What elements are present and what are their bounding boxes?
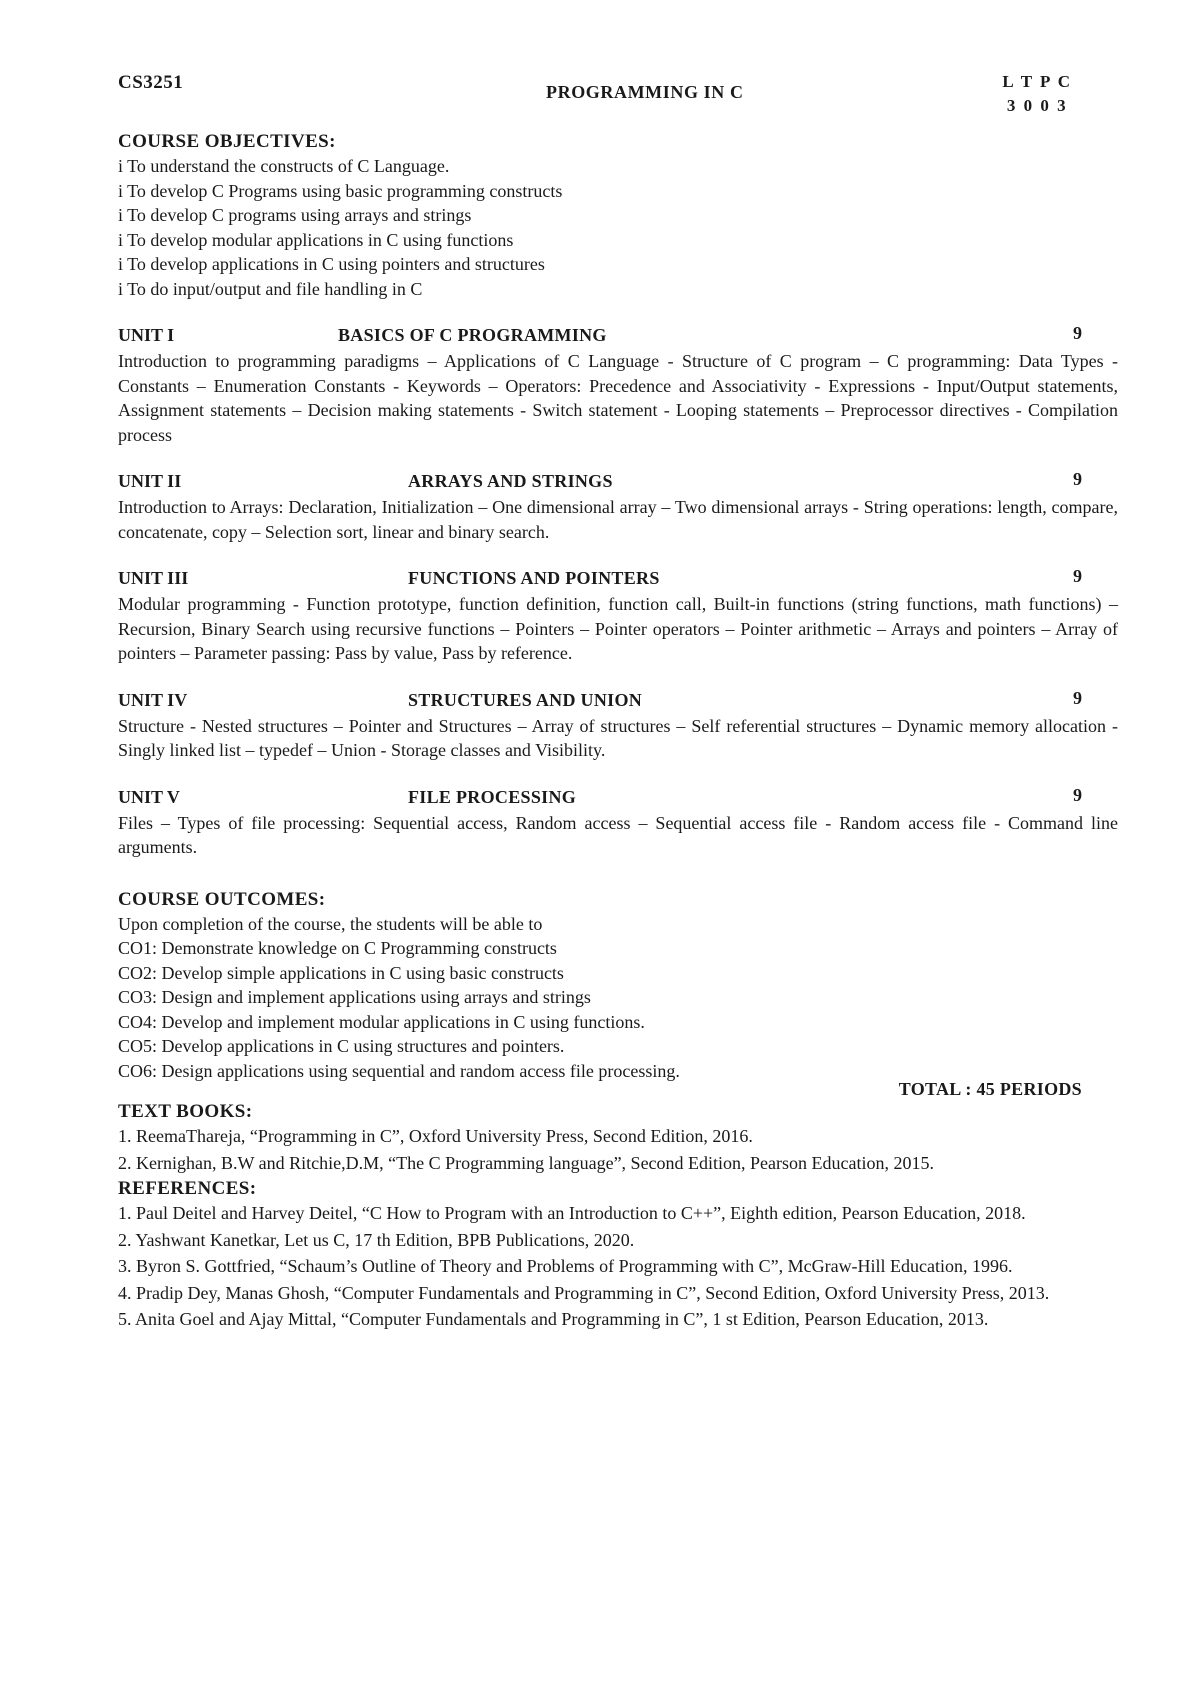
objective-item: i To develop applications in C using pointers and structures	[118, 254, 545, 274]
course-outcomes	[118, 888, 1118, 1101]
reference-item: 4. Pradip Dey, Manas Ghosh, “Computer Fundamentals and Programming in C”, Second Edition, Oxford University Press, 2013.	[118, 1282, 1050, 1303]
outcome-item: CO1: Demonstrate knowledge on C Programming constructs	[118, 938, 557, 958]
unit-4	[118, 688, 1118, 763]
references	[118, 1177, 1118, 1332]
unit-header	[118, 688, 1118, 714]
syllabus-page	[118, 66, 1118, 1334]
reference-item: 3. Byron S. Gottfried, “Schaum’s Outline of Theory and Problems of Programming with C”, McGraw-Hill Education, 1996.	[118, 1256, 1013, 1276]
ltpc-label: L T P C	[1002, 72, 1072, 91]
ltpc-values: 3 0 0 3	[1006, 96, 1068, 115]
objective-item: i To develop modular applications in C using functions	[118, 229, 514, 250]
unit-hours: 9	[1073, 469, 1082, 489]
reference-item: 2. Yashwant Kanetkar, Let us C, 17 th Edition, BPB Publications, 2020.	[118, 1229, 635, 1250]
unit-label: UNIT I	[118, 325, 175, 345]
references-heading: REFERENCES:	[118, 1178, 257, 1199]
total-periods: TOTAL : 45 PERIODS	[898, 1079, 1082, 1099]
unit-title: STRUCTURES AND UNION	[408, 689, 643, 710]
unit-body: Introduction to programming paradigms – Applications of C Language - Structure of C program – C programming: Data Types - Constants – Enumeration Constants - Keywords – Operators: Precedence and Associativity - Expressions - Input/Output statements, Assignment statements – Decision making statements - Switch statement - Looping statements – Preprocessor directives - Compilation process	[118, 351, 1118, 445]
text-books-heading: TEXT BOOKS:	[118, 1101, 253, 1122]
unit-header	[118, 785, 1118, 811]
outcome-item: CO2: Develop simple applications in C using basic constructs	[118, 962, 564, 983]
course-code: CS3251	[118, 72, 184, 93]
unit-label: UNIT IV	[118, 689, 188, 710]
course-title: PROGRAMMING IN C	[546, 82, 744, 102]
unit-title: FUNCTIONS AND POINTERS	[408, 568, 660, 588]
course-objectives	[118, 130, 1118, 301]
syllabus-header	[118, 66, 1118, 122]
unit-header	[118, 323, 1118, 349]
unit-body: Introduction to Arrays: Declaration, Initialization – One dimensional array – Two dimensional arrays - String operations: length, compare, concatenate, copy – Selection sort, linear and binary search.	[118, 497, 1118, 542]
unit-body: Files – Types of file processing: Sequential access, Random access – Sequential access file - Random access file - Command line arguments.	[118, 812, 1118, 857]
unit-hours: 9	[1073, 323, 1082, 343]
unit-label: UNIT V	[118, 786, 180, 807]
outcome-item: CO5: Develop applications in C using structures and pointers.	[118, 1036, 565, 1056]
unit-5	[118, 785, 1118, 860]
objective-item: i To understand the constructs of C Language.	[118, 156, 450, 176]
objectives-heading: COURSE OBJECTIVES:	[118, 131, 336, 152]
unit-1	[118, 323, 1118, 447]
unit-2	[118, 469, 1118, 544]
text-book-item: 2. Kernighan, B.W and Ritchie,D.M, “The C Programming language”, Second Edition, Pearson Education, 2015.	[118, 1152, 935, 1173]
unit-title: ARRAYS AND STRINGS	[408, 471, 613, 491]
unit-label: UNIT II	[118, 471, 182, 491]
ltpc-block	[1002, 70, 1072, 118]
outcome-item: CO4: Develop and implement modular applications in C using functions.	[118, 1011, 645, 1032]
objective-item: i To do input/output and file handling in C	[118, 278, 423, 299]
outcome-item: CO3: Design and implement applications using arrays and strings	[118, 987, 591, 1007]
outcomes-intro: Upon completion of the course, the students will be able to	[118, 913, 543, 934]
unit-header	[118, 469, 1118, 495]
objective-item: i To develop C programs using arrays and strings	[118, 205, 472, 225]
unit-header	[118, 566, 1118, 592]
unit-hours: 9	[1073, 687, 1082, 708]
unit-hours: 9	[1073, 566, 1082, 586]
unit-label: UNIT III	[118, 568, 189, 588]
outcome-item: CO6: Design applications using sequential and random access file processing.	[118, 1060, 680, 1081]
text-books	[118, 1100, 1118, 1175]
objective-item: i To develop C Programs using basic programming constructs	[118, 180, 563, 201]
unit-title: FILE PROCESSING	[408, 786, 577, 807]
outcomes-heading: COURSE OUTCOMES:	[118, 888, 326, 910]
unit-body: Structure - Nested structures – Pointer and Structures – Array of structures – Self referential structures – Dynamic memory allocation - Singly linked list – typedef – Union - Storage classes and Visibility.	[118, 715, 1118, 760]
unit-hours: 9	[1073, 784, 1082, 805]
unit-title: BASICS OF C PROGRAMMING	[338, 325, 607, 345]
reference-item: 1. Paul Deitel and Harvey Deitel, “C How to Program with an Introduction to C++”, Eighth edition, Pearson Education, 2018.	[118, 1203, 1026, 1223]
unit-3	[118, 566, 1118, 666]
unit-body: Modular programming - Function prototype, function definition, function call, Built-in functions (string functions, math functions) – Recursion, Binary Search using recursive functions – Pointers – Pointer operators – Pointer arithmetic – Arrays and pointers – Array of pointers – Parameter passing: Pass by value, Pass by reference.	[118, 594, 1118, 663]
reference-item: 5. Anita Goel and Ajay Mittal, “Computer Fundamentals and Programming in C”, 1 st Edition, Pearson Education, 2013.	[118, 1309, 989, 1329]
text-book-item: 1. ReemaThareja, “Programming in C”, Oxford University Press, Second Edition, 2016.	[118, 1126, 753, 1146]
